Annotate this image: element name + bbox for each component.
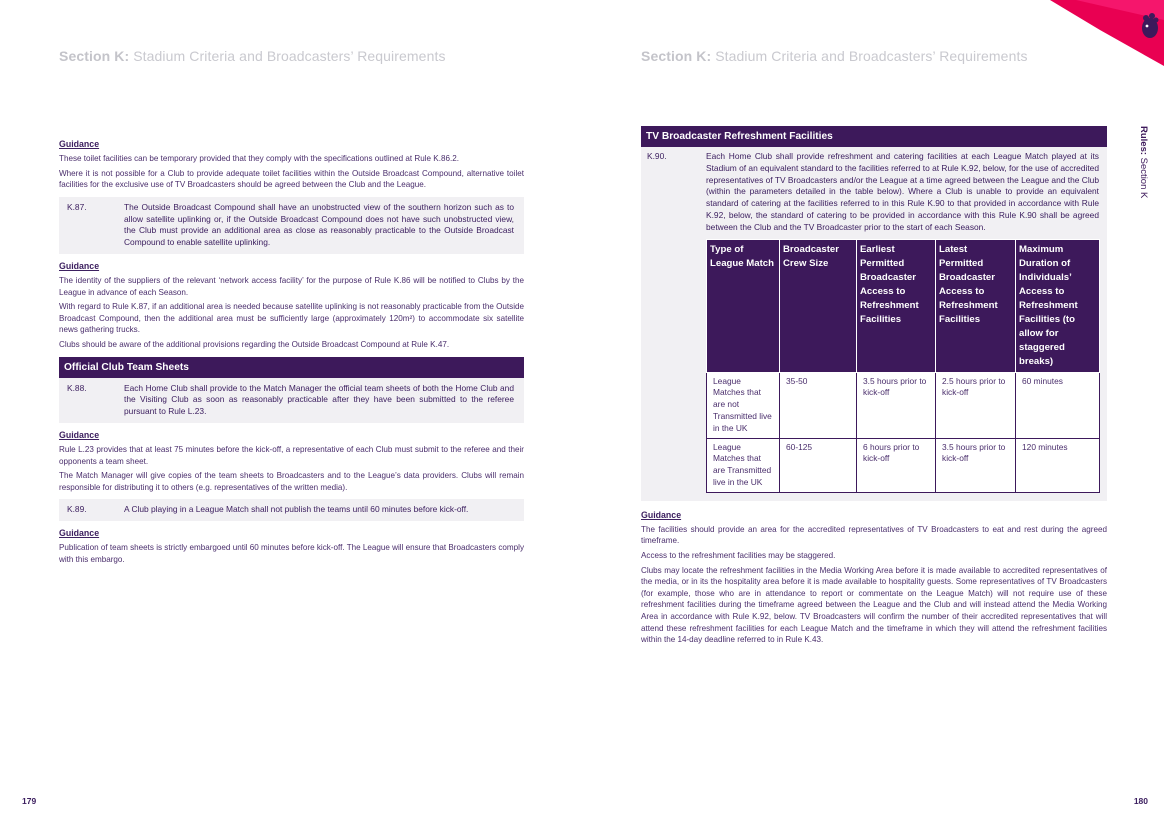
table-header: Maximum Duration of Individuals’ Access to Refreshment Facilities (to allow for staggered breaks) xyxy=(1016,239,1100,372)
table-row xyxy=(707,438,1100,492)
guidance-paragraph: Clubs should be aware of the additional provisions regarding the Outside Broadcast Compound at Rule K.47. xyxy=(59,339,450,349)
table-cell: 6 hours prior to kick-off xyxy=(857,438,936,492)
guidance-paragraph: Where it is not possible for a Club to provide adequate toilet facilities within the Outside Broadcast Compound, alternative toilet facilities for the exclusive use of TV Broadcasters should be agreed between the Club and the League. xyxy=(59,168,524,190)
rule-number: K.89. xyxy=(67,504,87,515)
guidance-heading: Guidance xyxy=(59,260,100,271)
table-cell: 3.5 hours prior to kick-off xyxy=(936,438,1016,492)
side-tab-rules-section xyxy=(1138,126,1149,198)
table-row xyxy=(707,372,1100,438)
rule-text: The Outside Broadcast Compound shall have an unobstructed view of the southern horizon such as to allow satellite uplinking or, if the Outside Broadcast Compound does not have such unobstructed view, the Club must provide an additional area as close as reasonably practicable to the Outside Broadcast Compound to enable satellite uplinking. xyxy=(124,201,514,248)
rule-k88 xyxy=(59,378,524,423)
guidance-paragraph: Access to the refreshment facilities may be staggered. xyxy=(641,550,836,560)
rule-k90 xyxy=(647,151,1099,234)
table-header: Type of League Match xyxy=(707,239,780,372)
right-content xyxy=(641,126,1107,649)
page-header-left xyxy=(59,48,446,64)
guidance-heading: Guidance xyxy=(59,429,100,440)
header-section-bold: Section K: xyxy=(641,48,712,64)
side-tab-rest: Section K xyxy=(1138,155,1149,199)
rule-number: K.87. xyxy=(67,201,87,212)
table-header: Broadcaster Crew Size xyxy=(780,239,857,372)
table-header: Earliest Permitted Broadcaster Access to Refreshment Facilities xyxy=(857,239,936,372)
guidance-paragraph: Rule L.23 provides that at least 75 minutes before the kick-off, a representative of each Club must submit to the referee and their opponents a team sheet. xyxy=(59,444,524,466)
table-cell: 60-125 xyxy=(780,438,857,492)
header-section-bold: Section K: xyxy=(59,48,130,64)
left-content xyxy=(59,132,524,568)
rule-number: K.90. xyxy=(647,151,667,161)
rule-k90-panel xyxy=(641,147,1107,501)
rule-text: A Club playing in a League Match shall not publish the teams until 60 minutes before kick-off. xyxy=(124,504,469,515)
rule-k89 xyxy=(59,499,524,521)
table-cell: 120 minutes xyxy=(1016,438,1100,492)
right-page xyxy=(582,0,1164,826)
table-cell: 60 minutes xyxy=(1016,372,1100,438)
table-cell: 2.5 hours prior to kick-off xyxy=(936,372,1016,438)
rule-number: K.88. xyxy=(67,382,87,393)
rule-text: Each Home Club shall provide to the Match Manager the official team sheets of both the Home Club and the Visiting Club as soon as reasonably practicable after they have been submitted to the referee pursuant to Rule L.23. xyxy=(124,382,514,417)
table-cell: League Matches that are not Transmitted live in the UK xyxy=(707,372,780,438)
guidance-paragraph: Clubs may locate the refreshment facilities in the Media Working Area before it is made available to accredited representatives of the media, or in its the hospitality area before it is made available to hospitality guests. Some representatives of TV Broadcasters (for example, those who are in attendance to report or commentate on the League Match) will not require use of these refreshment facilities during the timeframe agreed between the League and the Club and will instead attend the Media Working Area in accordance with Rule K.92, below. TV Broadcasters will confirm the number of their accredited representatives that will attend these refreshment facilities for each League Match and the timeframe in which they will attend the refreshment facilities within the 14-day deadline referred to in Rule K.43. xyxy=(641,565,1107,645)
side-tab-bold: Rules: xyxy=(1138,126,1149,156)
page-header-right xyxy=(641,48,1028,64)
corner-brand-graphic xyxy=(1014,0,1164,70)
guidance-paragraph: Publication of team sheets is strictly embargoed until 60 minutes before kick-off. The League will ensure that Broadcasters comply with this embargo. xyxy=(59,543,524,564)
guidance-heading: Guidance xyxy=(59,139,100,149)
guidance-heading: Guidance xyxy=(641,509,682,520)
guidance-paragraph: The facilities should provide an area for the accredited representatives of TV Broadcasters to eat and rest during the agreed timeframe. xyxy=(641,524,1107,546)
rule-k87 xyxy=(59,197,524,254)
guidance-paragraph: The identity of the suppliers of the relevant ‘network access facility’ for the purpose of Rule K.86 will be notified to Clubs by the League in advance of each Season. xyxy=(59,275,524,297)
guidance-paragraph: The Match Manager will give copies of the team sheets to Broadcasters and to the League’s data providers. Clubs will remain responsible for distributing it to others (e.g. representatives of the written media). xyxy=(59,471,524,492)
table-cell: League Matches that are Transmitted live in the UK xyxy=(707,438,780,492)
table-header-row xyxy=(707,239,1100,372)
section-title-team-sheets: Official Club Team Sheets xyxy=(59,357,524,378)
table-header: Latest Permitted Broadcaster Access to Refreshment Facilities xyxy=(936,239,1016,372)
refreshment-access-table xyxy=(706,239,1100,493)
guidance-heading: Guidance xyxy=(59,528,100,539)
page-number-right: 180 xyxy=(1133,796,1148,806)
page-number-left: 179 xyxy=(22,796,37,806)
guidance-paragraph: These toilet facilities can be temporary provided that they comply with the specifications outlined at Rule K.86.2. xyxy=(59,154,459,163)
header-section-title: Stadium Criteria and Broadcasters’ Requirements xyxy=(711,48,1028,64)
table-cell: 3.5 hours prior to kick-off xyxy=(857,372,936,438)
header-section-title: Stadium Criteria and Broadcasters’ Requirements xyxy=(129,48,446,64)
table-cell: 35-50 xyxy=(780,372,857,438)
rule-text: Each Home Club shall provide refreshment and catering facilities at each League Match played at its Stadium of an equivalent standard to the facilities referred to at Rule K.92, below, for the use of accredited representatives of TV Broadcasters and/or the League at a time agreed between the League and the Club (within the parameters detailed in the table below). Where a Club is unable to provide an equivalent standard of catering at the facilities referred to in this Rule K.90 to that provided in accordance with Rule K.92, below, the standard of catering to be provided in accordance with this Rule K.90 shall be agreed between the Club and the TV Broadcaster prior to the start of each Season. xyxy=(706,151,1099,232)
section-title-refreshment: TV Broadcaster Refreshment Facilities xyxy=(641,126,1107,147)
guidance-paragraph: With regard to Rule K.87, if an additional area is needed because satellite uplinking is not reasonably practicable from the Outside Broadcast Compound, then the additional area must be sufficiently large (approximately 120m²) to accommodate six satellite news gathering trucks. xyxy=(59,302,524,335)
